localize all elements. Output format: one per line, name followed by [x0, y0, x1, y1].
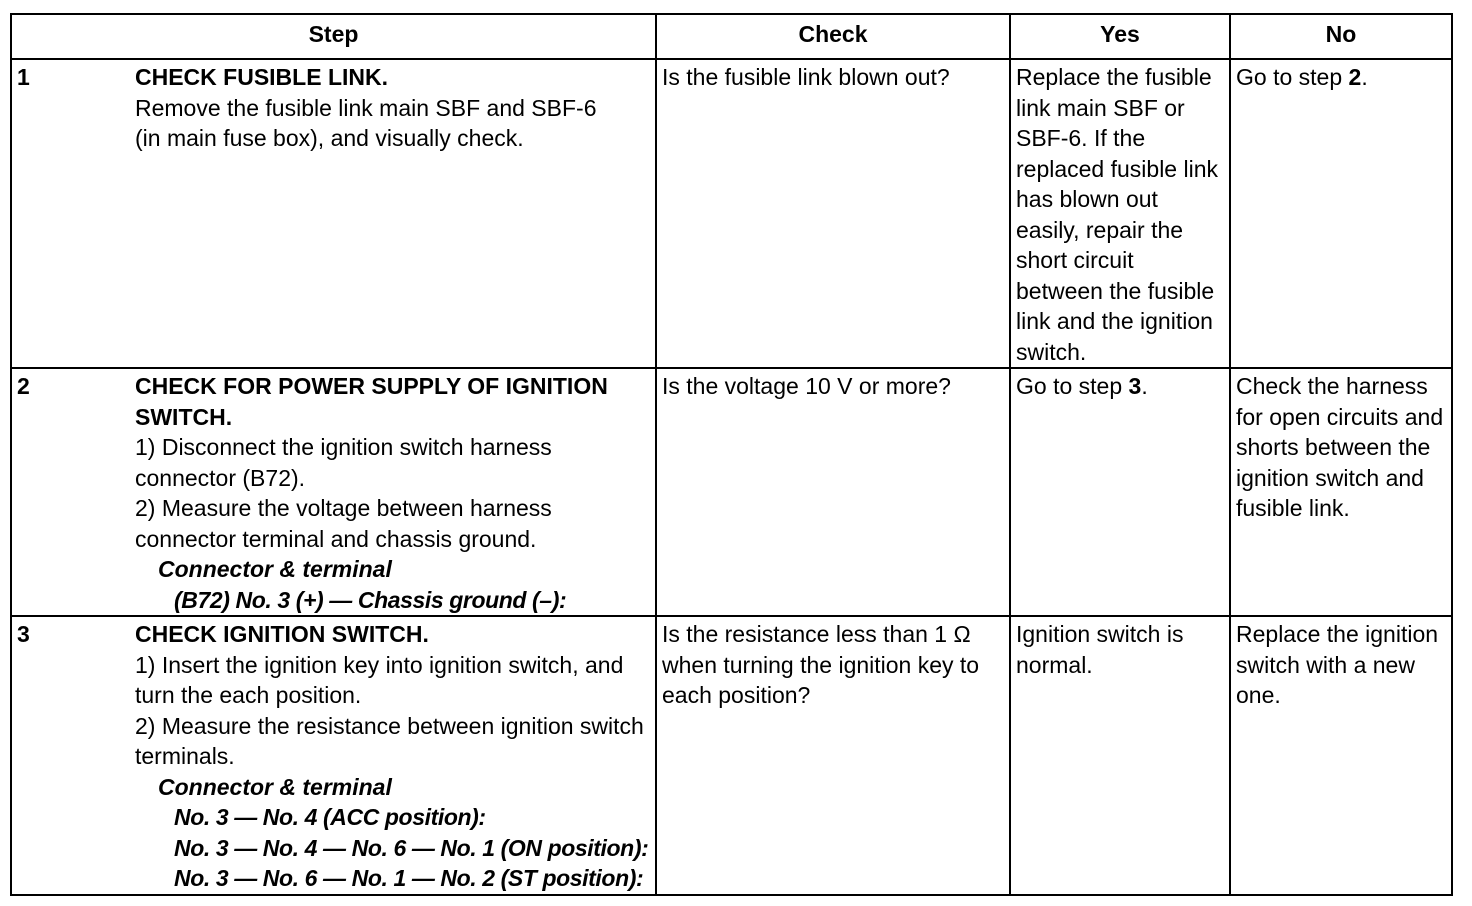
no-cell: Check the harness for open circuits and shorts between the ignition switch and fusible link. — [1230, 368, 1452, 616]
connector-value: No. 3 — No. 4 — No. 6 — No. 1 (ON position): — [174, 834, 649, 861]
yes-cell: Ignition switch is normal. — [1010, 616, 1230, 895]
step-cell — [11, 59, 656, 368]
step-number: 1 — [17, 64, 30, 90]
yes-cell: Replace the fusible link main SBF or SBF-6. If the replaced fusible link has blown out easily, repair the short circuit between the fusible link and the ignition switch. — [1010, 59, 1230, 368]
no-text: Go to step — [1236, 64, 1349, 90]
diagnostic-table — [10, 13, 1453, 896]
table-row — [11, 616, 1452, 895]
table-row — [11, 59, 1452, 368]
header-check: Check — [656, 14, 1010, 59]
step-cell — [11, 368, 656, 616]
table-row — [11, 368, 1452, 616]
step-reference: 2 — [1348, 64, 1362, 90]
connector-value: (B72) No. 3 (+) — Chassis ground (–): — [174, 586, 567, 613]
step-instruction: (in main fuse box), and visually check. — [135, 125, 524, 151]
step-reference: 3 — [1128, 373, 1142, 399]
connector-value: No. 3 — No. 4 (ACC position): — [174, 804, 486, 830]
check-cell: Is the fusible link blown out? — [656, 59, 1010, 368]
step-instruction: 2) Measure the voltage between harness connector terminal and chassis ground. — [135, 495, 552, 552]
header-row — [11, 14, 1452, 59]
connector-value: No. 3 — No. 6 — No. 1 — No. 2 (ST position): — [174, 865, 644, 891]
connector-heading: Connector & terminal — [158, 773, 392, 800]
step-instruction: 1) Insert the ignition key into ignition switch, and turn the each position. — [135, 651, 624, 708]
no-suffix: . — [1361, 64, 1368, 90]
step-heading: CHECK FOR POWER SUPPLY OF IGNITION SWITCH. — [135, 373, 608, 430]
step-heading: CHECK IGNITION SWITCH. — [135, 621, 429, 647]
no-cell — [1230, 59, 1452, 368]
no-cell: Replace the ignition switch with a new one. — [1230, 616, 1452, 895]
check-cell: Is the resistance less than 1 Ω when turning the ignition key to each position? — [656, 616, 1010, 895]
header-no: No — [1230, 14, 1452, 59]
yes-cell — [1010, 368, 1230, 616]
connector-heading: Connector & terminal — [158, 556, 392, 582]
yes-text: Go to step — [1016, 373, 1129, 399]
yes-suffix: . — [1141, 373, 1148, 399]
step-heading: CHECK FUSIBLE LINK. — [135, 64, 388, 90]
header-step: Step — [11, 14, 656, 59]
step-instruction: Remove the fusible link main SBF and SBF-6 — [135, 94, 597, 121]
step-number: 3 — [17, 621, 30, 647]
step-instruction: 1) Disconnect the ignition switch harness connector (B72). — [135, 434, 552, 491]
step-instruction: 2) Measure the resistance between ignition switch terminals. — [135, 712, 644, 769]
header-yes: Yes — [1010, 14, 1230, 59]
check-cell: Is the voltage 10 V or more? — [656, 368, 1010, 616]
step-number: 2 — [17, 373, 30, 399]
step-cell — [11, 616, 656, 895]
